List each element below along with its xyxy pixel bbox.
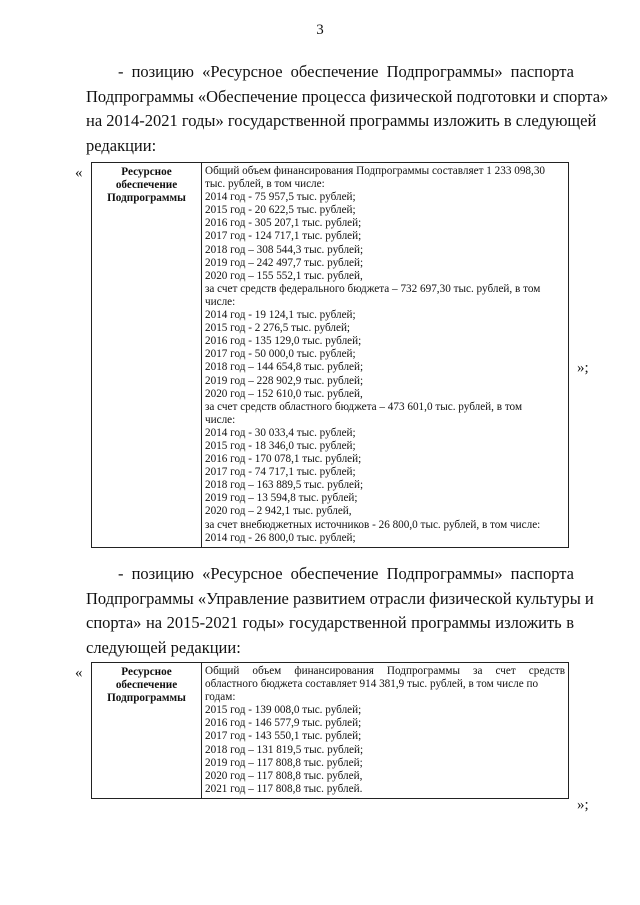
paragraph-line: следующей редакции: xyxy=(86,637,241,657)
resource-table-1 xyxy=(91,162,569,548)
table-label-cell xyxy=(92,163,202,548)
table-content-cell xyxy=(202,163,569,548)
paragraph-line: на 2014-2021 годы» государственной программы изложить в следующей xyxy=(86,111,597,130)
quote-close: »; xyxy=(577,360,589,376)
content-line: 2017 год - 50 000,0 тыс. рублей; xyxy=(205,348,356,361)
content-line: 2015 год - 139 008,0 тыс. рублей; xyxy=(205,704,362,717)
content-line: за счет внебюджетных источников - 26 800,0 тыс. рублей, в том числе: xyxy=(205,518,541,531)
content-line: 2020 год – 155 552,1 тыс. рублей, xyxy=(205,269,363,282)
content-line: 2020 год – 117 808,8 тыс. рублей, xyxy=(205,769,363,782)
label-line: Ресурсное xyxy=(121,666,172,678)
content-line: 2014 год - 26 800,0 тыс. рублей; xyxy=(205,531,356,544)
content-line: 2014 год - 75 957,5 тыс. рублей; xyxy=(205,191,356,204)
content-line: Общий объем финансирования Подпрограммы за счет средств xyxy=(205,665,565,677)
paragraph-line: спорта» на 2015-2021 годы» государственной программы изложить в xyxy=(86,613,574,632)
content-line: за счет средств федерального бюджета – 732 697,30 тыс. рублей, в том xyxy=(205,282,541,295)
content-line: 2014 год - 19 124,1 тыс. рублей; xyxy=(205,309,356,322)
content-line: Общий объем финансирования Подпрограммы составляет 1 233 098,30 xyxy=(205,165,546,177)
label-line: обеспечение xyxy=(115,179,178,192)
section2-paragraph xyxy=(86,562,594,660)
label-line: Подпрограммы xyxy=(107,192,186,205)
page-number: 3 xyxy=(316,22,324,38)
content-line: 2019 год – 242 497,7 тыс. рублей; xyxy=(205,256,364,269)
content-line: 2017 год - 143 550,1 тыс. рублей; xyxy=(205,730,362,743)
label-line: Ресурсное xyxy=(121,166,172,178)
paragraph-line: - позицию «Ресурсное обеспечение Подпрограммы» паспорта xyxy=(118,564,574,583)
content-line: 2015 год - 20 622,5 тыс. рублей; xyxy=(205,204,356,217)
label-line: Подпрограммы xyxy=(107,692,186,705)
content-line: 2016 год - 170 078,1 тыс. рублей; xyxy=(205,453,362,466)
content-line: 2016 год - 135 129,0 тыс. рублей; xyxy=(205,335,362,348)
resource-table-2 xyxy=(91,662,569,799)
content-line: за счет средств областного бюджета – 473 601,0 тыс. рублей, в том xyxy=(205,400,523,413)
paragraph-line: редакции: xyxy=(86,135,157,155)
content-line: 2019 год – 117 808,8 тыс. рублей; xyxy=(205,756,363,769)
paragraph-line: Подпрограммы «Управление развитием отрасли физической культуры и xyxy=(86,588,594,608)
content-line: 2017 год - 74 717,1 тыс. рублей; xyxy=(205,466,356,479)
content-line: числе: xyxy=(205,413,236,426)
quote-open: « xyxy=(75,665,83,681)
content-line: 2016 год - 305 207,1 тыс. рублей; xyxy=(205,217,362,230)
paragraph-line: Подпрограммы «Обеспечение процесса физической подготовки и спорта» xyxy=(86,86,609,106)
content-line: 2018 год – 131 819,5 тыс. рублей; xyxy=(205,743,364,756)
content-line: 2015 год - 2 276,5 тыс. рублей; xyxy=(205,322,351,335)
paragraph-line: - позицию «Ресурсное обеспечение Подпрограммы» паспорта xyxy=(118,62,574,81)
table-label-cell xyxy=(92,663,202,799)
content-line: 2014 год - 30 033,4 тыс. рублей; xyxy=(205,426,356,439)
content-line: 2018 год – 163 889,5 тыс. рублей; xyxy=(205,479,364,492)
content-line: 2020 год – 152 610,0 тыс. рублей, xyxy=(205,387,363,400)
quote-open: « xyxy=(75,165,83,181)
content-line: годам: xyxy=(205,691,236,704)
quote-close: »; xyxy=(577,797,589,813)
content-line: 2021 год – 117 808,8 тыс. рублей. xyxy=(205,782,363,795)
content-line: 2016 год - 146 577,9 тыс. рублей; xyxy=(205,717,362,730)
section1-paragraph xyxy=(86,60,609,158)
content-line: 2015 год - 18 346,0 тыс. рублей; xyxy=(205,439,356,452)
content-line: 2018 год – 144 654,8 тыс. рублей; xyxy=(205,361,364,374)
content-line: 2017 год - 124 717,1 тыс. рублей; xyxy=(205,230,362,243)
content-line: тыс. рублей, в том числе: xyxy=(205,178,325,191)
content-line: 2019 год – 13 594,8 тыс. рублей; xyxy=(205,492,358,505)
content-line: 2019 год – 228 902,9 тыс. рублей; xyxy=(205,374,364,387)
content-line: 2020 год – 2 942,1 тыс. рублей, xyxy=(205,505,352,518)
table-content-cell xyxy=(202,663,569,799)
content-line: числе: xyxy=(205,295,236,308)
label-line: обеспечение xyxy=(115,679,178,692)
content-line: областного бюджета составляет 914 381,9 тыс. рублей, в том числе по xyxy=(205,678,539,691)
content-line: 2018 год – 308 544,3 тыс. рублей; xyxy=(205,243,364,256)
